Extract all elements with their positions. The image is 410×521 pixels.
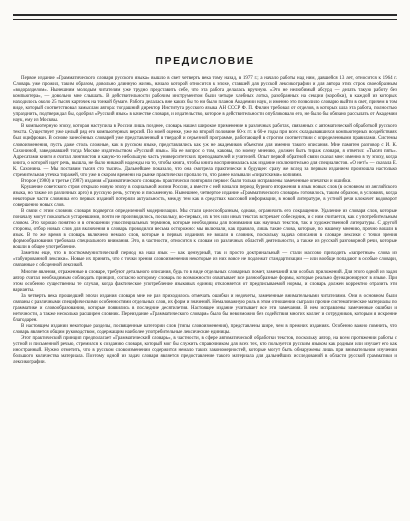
paragraph-7: Многие явления, отраженные в словаре, требуют детального описания, будь то в виде отдельных словарных помет, замечаний или особых приложений. Для этого одной из задач автор считал необходимым соблюдать принцип, согласно которому словарь по возможности охватывает все разнообразные формы, которые реально функционируют в языке. При этом особенно существенны те случаи, когда фактическое употребление языковых единиц отклоняется от предписываемой нормы, и словарь должен корректно отразить эти варианты.: [13, 269, 397, 293]
paragraph-9: В настоящем издании некоторые разделы, посвященные категории слов (типы словоизменения), представлены шире, чем в прежних изданиях. Особенно важно помнить, что словарь является общим руководством, содержащим наиболее употребительные лексические единицы.: [13, 323, 397, 335]
paragraph-4: Крушение советского строя открыло новую эпоху в социальной жизни России, а вместе с ней начался период бурного вторжения в язык новых слов (в основном из английского языка, но также из различных арго) в русскую речь, устную и письменную. Нынешнее, четвертое издание «Грамматического словаря» готовилось, таким образом, в условиях, когда некоторые части словника его первых изданий потеряли актуальность, между тем как в средствах массовой информации, в новой литературе, в устной речи клокочет водоворот совершенно новых слов.: [13, 184, 397, 208]
paragraph-6: Заметим еще, что в посткоммунистический период на наш язык — как цензурный, так и просто доктринальный — стали массово приходить «запретные» слова из «табуированной лексики». Новые их принять, что с точки зрения словоизменения некоторые из них вовсе не подлежат стандартизации — или вообще попадают в особые словари, связанные с обсценной лексикой.: [13, 251, 397, 269]
paragraph-5: В связи с этим словник словаря подвергся определенной модернизации. Мы стали целесообразным, однако, ограничить его сокращение. Удаление из словаря слов, которые поначалу могут показаться устаревшими, почти не производилось, поскольку, во-первых, их в тех или иных текстах встречает собеседник, и с ним считается, как с употребительным словом. Это хорошо понятно и в отношении узкоспециальных терминов, которые необходимы для понимания как научных текстов, так и художественной литературы. С другой стороны, отбор новых слов для включения в словарь проводился весьма осторожно: мы включали, как правило, лишь такие слова, которые, по нашему мнению, прочно вошли в язык. В то же время в словарь включено немало слов, которые в первых изданиях не вошли в словник, поскольку задача описания в словаре лексики с точки зрения формообразования требовала специального внимания. Это, в частности, относится к словам из различных областей деятельности, а также из русской разговорной речи, которые вошли в общее употребление.: [13, 209, 397, 251]
paragraph-1: Первое издание «Грамматического словаря русского языка» вышло в свет четверть века тому назад, в 1977 г.; а начало работы над ним, давшейся 13 лет, относится к 1964 г. Словарь уже прожил, таким образом, довольно длинную жизнь, начало которой относится к эпохе, ставшей для русской лексикографии и для автора этих строк своеобразным «водоразделом». Нынешним молодым читателям уже трудно представить себе, что эта работа делалась вручную. «Это не нелюбимый абсурд — делать такую работу без компьютера», — довольно мне слышать. В действительности рабочим инструментом были четыре хлебных лотка, разобранных на секции (коробки), в каждой из которых находилось около 25 тысяч карточек на тонкой бумаге. Работа делалась вне каких бы то ни было планов Академии наук, и именно это позволило словарю выйти в свет, причем в том виде, который соответствовал замыслам автора: тогдашний директор Института русского языка АН СССР Ф. П. Филин требовал от отделов, в которых шла эта работа, полностью упразднить, подтверждал бы, одобрил «Русский язык» в качестве словаря, и издательство, которое в действительности опубликовало его, не было бы обязано рассылать от Академии наук, ему из Москвы.: [13, 76, 397, 124]
top-rule: [13, 14, 397, 16]
page-title: ПРЕДИСЛОВИЕ: [155, 55, 255, 67]
top-rule-thin: [13, 19, 397, 20]
paragraph-8: За четверть века прошедшей эпохи издания словаря мне не раз приходилось отмечать ошибки и недочеты, замеченные внимательными читателями. Они в основном были связаны с различными специфическими особенностями отдельных слов, их форм и значений. Немаловажную роль в этом отношении сыграли прочие систематические материалы по грамматике и словообразованию, которые появились в последние десятилетия. Настоящее издание учитывает все эти замечания. В нем исправлены замеченные ошибки и неточности, а также несколько расширен словник. Переиздание «Грамматического словаря» было бы невозможно без содействия многих коллег и сотрудников, которым я искренне благодарен.: [13, 293, 397, 323]
preface-body: [13, 76, 397, 366]
paragraph-3: Второе (1980) и третье (1987) издания «Грамматического словаря» практически повторяли первое: были только исправлены замеченные опечатки и ошибки.: [21, 178, 352, 184]
paragraph-2: В компьютерную эпоху, которая наступила в России лишь позднее, словарь нашел широкое применение в различных работах, связанных с автоматической обработкой русского текста. Существует уже целый ряд его компьютерных версий. По моей оценке, уже во второй половине 60-х гг. в 60-е годы при всех складывавшихся компьютерных воздействиях был оцифрован. В основе занесённых словарей уже представленный в твердой и серьезной программе, работающей в строгом соответствии с определенными правилами. Системы словоизменения, пусть даже столь сложные, как в русском языке, представлялись как уж не академиков объектом для именно такого описания. Мне памятен разговор с И. К. Сахониной, заведовавшей тогда Москве издательством «Русский язык». На ее вопрос о том, каковы, по моему мнению, должен быть тираж словаря, я ответил: «Тысяч пять». Адресатами книги я считал лингвистов и какую-то небольшую часть университетских преподавателей и учителей. Опыт первой обратной связи сказал мне: именно в ту эпоху, когда книга, о которой идет речь, вышла, не было никакой надежды на то, чтобы книга, чтобы книга воспринималась как издание исключительно для специалистов. «О нет!» — сказала Е. К. Сахонина. — Мы поставим тысяч сто тысяч». Дальнейшее показало, что она смотрела практически в будущее: сразу же вслед за первым изданием произошла настолько стремительная утечка тиражей, что уже в скором времени на рынке практически пропало то, что ранее называли «пиратскими» копиями.: [13, 124, 397, 178]
paragraph-10: Этот практический принцип предполагает «Грамматический словарь», в частности, в сфере автоматической обработки текстов, поскольку автор, на всем протяжении работы с устной и письменной речью, стремился к созданию словаря, который мог бы служить справочником для всех тех, кто пользуется русским языком как родным или изучает его как иностранный. Нужно отметить, что в русском словоизменении содержится немало таких закономерностей, которые могут быть обнаружены лишь при внимательном изучении большого количества материала. Поэтому одной из задач словаря является предоставление такого материала для дальнейших исследований в области русской грамматики и лексикографии.: [13, 336, 397, 366]
